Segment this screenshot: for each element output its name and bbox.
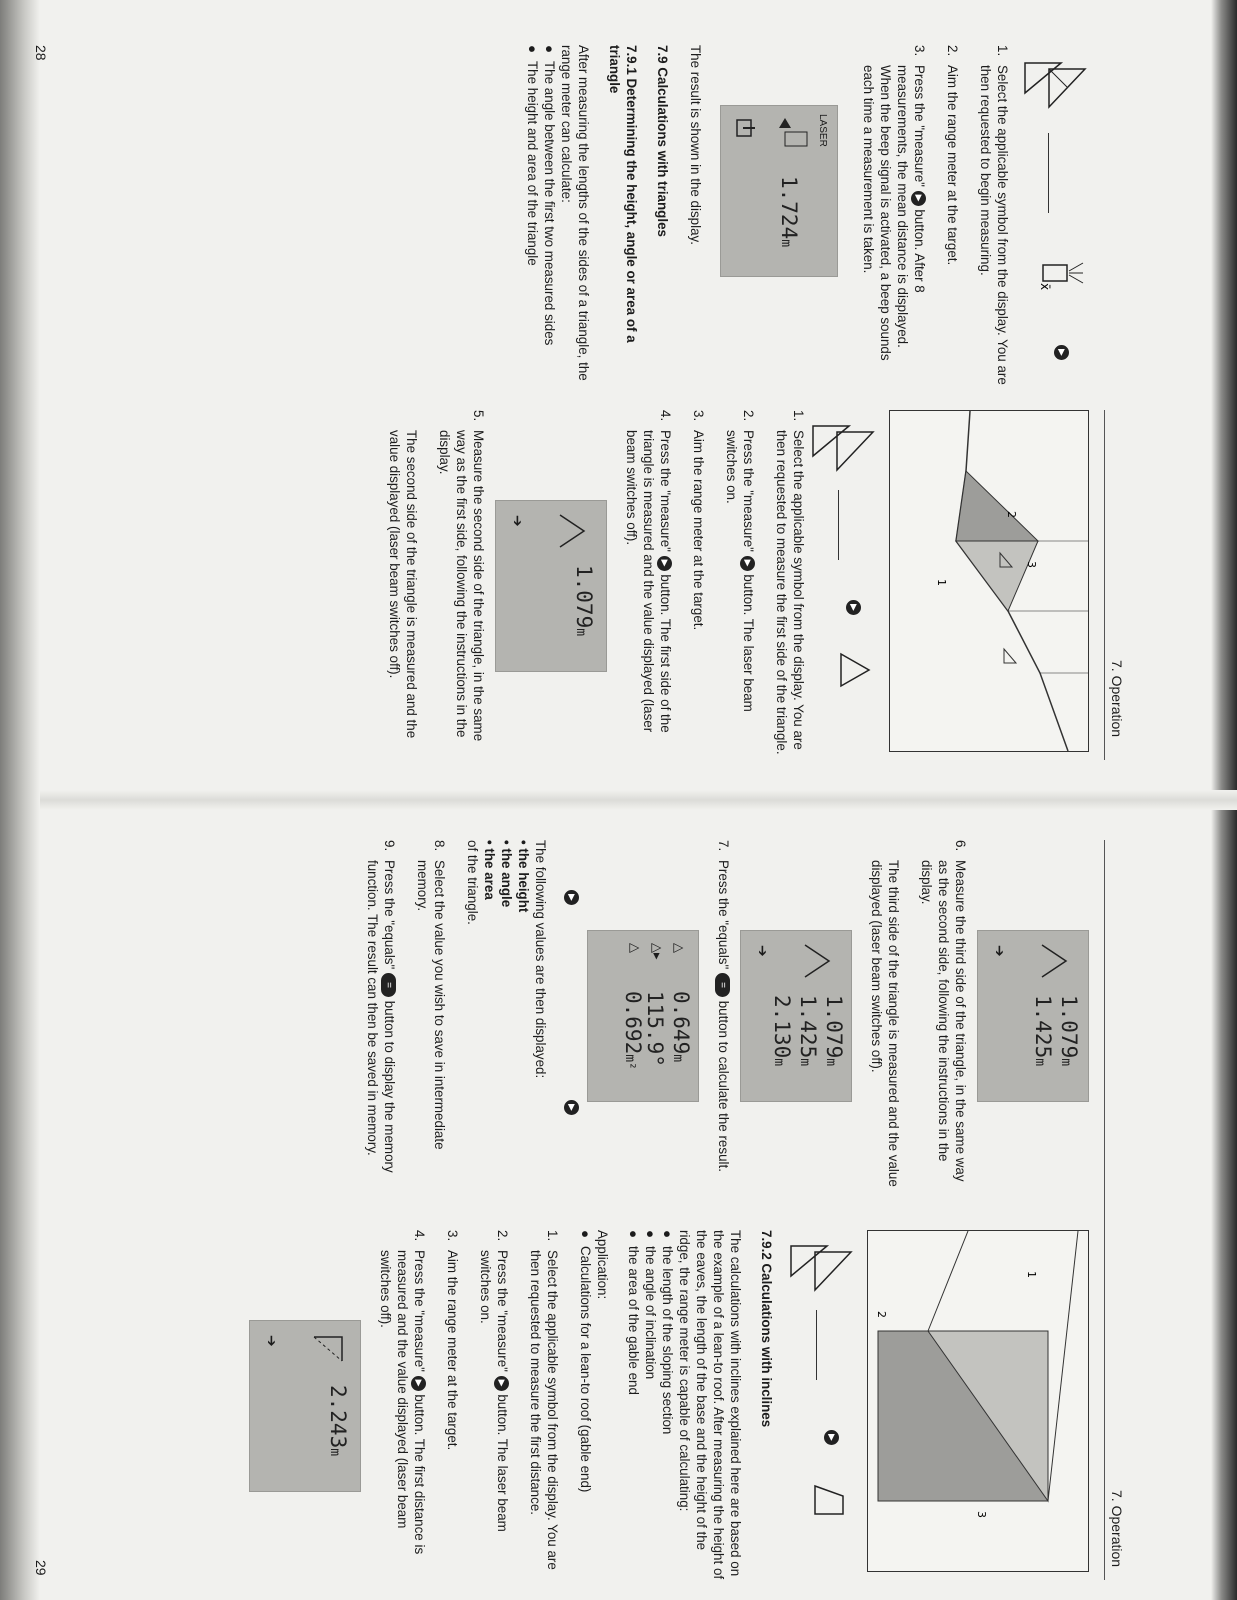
step-6: 6. Measure the third side of the triangle, in the same way as the second side, following the instructions in the display. bbox=[919, 840, 968, 1182]
display-area bbox=[549, 840, 699, 1190]
page-header: 7. Operation bbox=[1109, 1490, 1125, 1568]
calculation-menu-icon bbox=[789, 1240, 855, 1300]
display-values: 1.079m 1.425m bbox=[1031, 995, 1081, 1067]
display-value: 1.724m bbox=[777, 176, 801, 248]
triangle-side-icon bbox=[554, 511, 594, 551]
step-7: 7. Press the "equals" = button to calculate the result. bbox=[716, 840, 731, 1172]
application-label: Application: bbox=[595, 1230, 610, 1300]
measure-button-icon: ▶ bbox=[740, 556, 755, 571]
step-4: 4. Press the "measure" ▶ button. The first distance is measured and the value displayed (laser beam switches off). bbox=[378, 1230, 427, 1555]
symbol-underline bbox=[816, 1310, 817, 1380]
triangle-figure bbox=[890, 411, 1088, 751]
svg-text:x̄: x̄ bbox=[1038, 283, 1052, 291]
display-area bbox=[969, 840, 1089, 1190]
result-item: • the area bbox=[482, 840, 497, 900]
display-value: 2.243m bbox=[326, 1385, 350, 1457]
side-label: 3 bbox=[1025, 561, 1038, 568]
step-5-detail: The second side of the triangle is measured and the value displayed (laser beam switches off). bbox=[387, 430, 419, 739]
step-6-detail: The third side of the triangle is measured and the value displayed (laser beam switches off). bbox=[869, 860, 901, 1187]
arrow-icon: ➔ bbox=[755, 945, 771, 957]
display-area bbox=[732, 840, 852, 1190]
side-label: 2 bbox=[875, 1311, 888, 1318]
measure-button-icon: ▶ bbox=[494, 1376, 509, 1391]
lcd-display bbox=[720, 105, 838, 277]
lcd-display bbox=[249, 1320, 361, 1492]
laser-label: LASER bbox=[817, 114, 828, 147]
display-values: 0.649m 115.9° 0.692m² bbox=[621, 991, 693, 1070]
display-area bbox=[241, 1230, 361, 1580]
measure-button-icon: ▶ bbox=[657, 556, 672, 571]
measure-button-icon: ▶ bbox=[564, 890, 581, 905]
side-label: 1 bbox=[935, 579, 948, 586]
side-label: 1 bbox=[1025, 1271, 1038, 1278]
arrow-icon: ➔ bbox=[510, 515, 526, 527]
step-2: 2. Press the "measure" ▶ button. The laser beam switches on. bbox=[478, 1230, 510, 1532]
calculation-menu-icon bbox=[811, 420, 877, 480]
triangle-diagram bbox=[889, 410, 1089, 752]
bullet-item: ● Calculations for a lean-to roof (gable end) bbox=[578, 1230, 593, 1493]
trapezoid-icon bbox=[811, 1480, 851, 1520]
equals-button-icon: = bbox=[381, 973, 396, 997]
memory-icon bbox=[733, 118, 755, 140]
bullet-item: ● the angle of inclination bbox=[643, 1230, 658, 1380]
bullet-item: ● the length of the sloping section bbox=[660, 1230, 675, 1435]
header-rule bbox=[1104, 840, 1105, 1580]
equals-button-icon: = bbox=[715, 973, 730, 997]
measure-button-icon: ▶ bbox=[846, 600, 863, 615]
display-values: 1.079m 1.425m 2.130m bbox=[770, 995, 846, 1067]
section-heading-7-9: 7.9 Calculations with triangles bbox=[655, 45, 670, 237]
display-area bbox=[704, 45, 844, 385]
display-area bbox=[487, 410, 607, 760]
step-3: 3. Aim the range meter at the target. bbox=[691, 410, 706, 631]
display-value: 1.079m bbox=[572, 565, 596, 637]
step-5: 5. Measure the second side of the triangle, in the same way as the first side, following the instructions in the display. bbox=[437, 410, 486, 742]
incline-intro: The calculations with inclines explained here are based on the example of a lean-to roof. After measuring the height of the eaves, the length of the base and the height of the ridge, the range meter is capable of calculating: bbox=[677, 1230, 743, 1580]
laser-average-icon bbox=[775, 116, 815, 156]
step-2: 2. Press the "measure" ▶ button. The laser beam switches on. bbox=[724, 410, 756, 712]
side-label: 3 bbox=[975, 1511, 988, 1518]
page-29 bbox=[0, 800, 1237, 1600]
measure-button-icon: ▶ bbox=[824, 1430, 841, 1445]
side-label: 2 bbox=[1005, 511, 1018, 518]
triangle-icon bbox=[837, 650, 873, 690]
symbol-row bbox=[1011, 45, 1089, 385]
laser-average-icon bbox=[1037, 255, 1085, 295]
arrow-icon: ➔ bbox=[264, 1335, 280, 1347]
result-icons: △ △▸ △ bbox=[628, 943, 687, 960]
step-3: 3. Aim the range meter at the target. bbox=[445, 1230, 460, 1451]
step-3: 3. Press the "measure" ▶ button. After 8 measurements, the mean distance is displayed. When the beep signal is activated, a beep sounds each time a measurement is taken. bbox=[861, 45, 927, 361]
left-column bbox=[524, 45, 1089, 385]
arrow-icon: ➔ bbox=[992, 945, 1008, 957]
measure-button-icon: ▶ bbox=[1054, 345, 1071, 360]
roof-diagram bbox=[867, 1230, 1089, 1572]
lcd-display bbox=[977, 930, 1089, 1102]
bullet-item: ● the area of the gable end bbox=[626, 1230, 641, 1395]
left-column bbox=[348, 840, 1089, 1190]
intro-text: After measuring the lengths of the sides of a triangle, the range meter can calculate: bbox=[559, 45, 591, 381]
subsection-heading-7-9-2: 7.9.2 Calculations with inclines bbox=[759, 1230, 774, 1428]
measure-button-icon: ▶ bbox=[411, 1376, 426, 1391]
step-1: 1. Select the applicable symbol from the display. You are then requested to measure the first side of the triangle. bbox=[774, 410, 806, 755]
lcd-display bbox=[495, 500, 607, 672]
triangle-side-icon bbox=[1036, 941, 1076, 981]
following-text: The following values are then displayed: bbox=[533, 840, 548, 1079]
bullet-item: ● The height and area of the triangle bbox=[525, 45, 540, 266]
header-rule bbox=[1104, 410, 1105, 760]
symbol-underline bbox=[1048, 133, 1049, 213]
right-column bbox=[370, 410, 1089, 760]
page-header: 7. Operation bbox=[1109, 660, 1125, 738]
result-item: • the angle bbox=[499, 840, 514, 908]
calculation-menu-icon bbox=[1021, 57, 1089, 117]
step-1: 1. Select the applicable symbol from the display. You are then requested to begin measuring. bbox=[978, 45, 1010, 385]
symbol-row bbox=[807, 410, 877, 760]
page-number: 29 bbox=[33, 1560, 49, 1576]
symbol-row bbox=[775, 1230, 855, 1580]
result-tail: of the triangle. bbox=[465, 840, 480, 925]
page-number: 28 bbox=[33, 45, 49, 61]
step-2: 2. Aim the range meter at the target. bbox=[945, 45, 960, 266]
subsection-heading-7-9-1: 7.9.1 Determining the height, angle or area of a triangle bbox=[607, 45, 639, 343]
step-9: 9. Press the "equals" = button to display the memory function. The result can then be saved in memory. bbox=[365, 840, 397, 1173]
step-8: 8. Select the value you wish to save in intermediate memory. bbox=[415, 840, 447, 1150]
right-column bbox=[241, 1230, 1089, 1580]
measure-button-icon: ▶ bbox=[564, 1100, 581, 1115]
result-text: The result is shown in the display. bbox=[688, 45, 703, 245]
step-1: 1. Select the applicable symbol from the display. You are then requested to measure the first distance. bbox=[528, 1230, 560, 1570]
trapezoid-side-icon bbox=[310, 1331, 350, 1371]
result-item: • the height bbox=[516, 840, 531, 913]
lean-to-roof-figure bbox=[868, 1231, 1088, 1571]
step-4: 4. Press the "measure" ▶ button. The first side of the triangle is measured and the value displayed (laser beam switches off). bbox=[624, 410, 673, 733]
measure-button-icon: ▶ bbox=[911, 191, 926, 206]
triangle-side-icon bbox=[799, 941, 839, 981]
lcd-display bbox=[587, 930, 699, 1102]
symbol-underline bbox=[838, 490, 839, 560]
lcd-display bbox=[740, 930, 852, 1102]
bullet-item: ● The angle between the first two measured sides bbox=[542, 45, 557, 346]
